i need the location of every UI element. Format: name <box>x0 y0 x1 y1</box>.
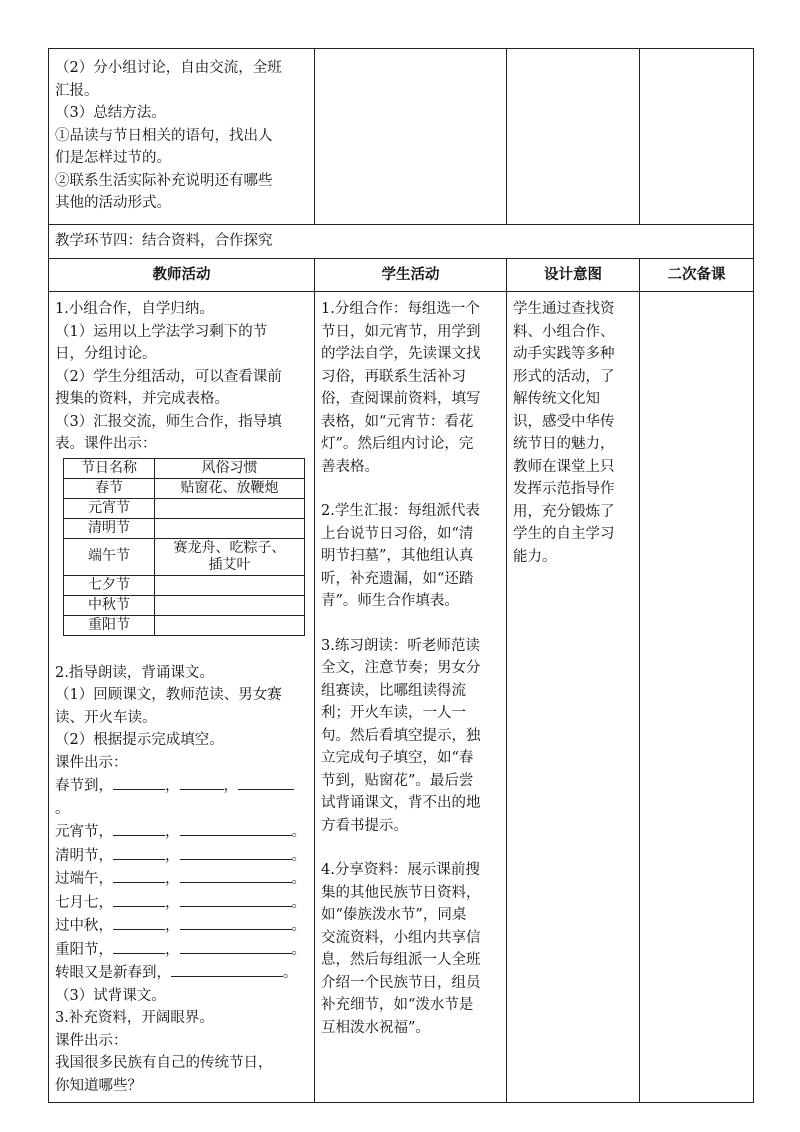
answer-blank[interactable] <box>180 891 292 907</box>
header-student: 学生活动 <box>315 258 507 292</box>
blank-prompt: 过端午， <box>55 871 113 887</box>
text-line: 能力。 <box>513 548 557 565</box>
blank-period: 。 <box>291 894 306 911</box>
text-line: 如“傣族泼水节”，同桌 <box>321 907 467 923</box>
blank-period: 。 <box>283 965 298 981</box>
continued-teacher-cell <box>49 49 315 225</box>
header-notes: 二次备课 <box>640 258 754 292</box>
teacher-intro <box>55 298 308 456</box>
text-line: 句。然后看填空提示，独 <box>321 727 481 744</box>
section-row <box>49 225 754 259</box>
lesson-plan-table <box>48 48 754 1103</box>
text-line: 料、小组合作、 <box>513 323 615 340</box>
festival-custom: 贴窗花、放鞭炮 <box>155 478 305 498</box>
text-line: 1.分组合作：每组选一个 <box>321 301 480 317</box>
text-line: 介绍一个民族节日，组员 <box>321 974 481 991</box>
text-line: 善表格。 <box>321 458 379 475</box>
festival-name: 中秋节 <box>64 595 155 615</box>
text-line: 表。课件出示： <box>55 436 157 452</box>
continued-teacher-text <box>55 57 308 215</box>
text-line: （2）根据提示完成填空。 <box>55 732 224 748</box>
text-line: 日，分组讨论。 <box>55 346 157 362</box>
text-line: 全文，注意节奏；男女分 <box>321 660 481 676</box>
answer-blank[interactable] <box>113 914 165 930</box>
text-line: 立完成句子填空，如“春 <box>321 750 474 766</box>
text-line: ②联系生活实际补充说明还有哪些 <box>55 172 273 189</box>
blank-prompt: 清明节， <box>55 847 113 864</box>
fill-blank-exercise <box>55 774 308 985</box>
answer-blank[interactable] <box>180 844 292 860</box>
festival-custom <box>155 575 305 595</box>
answer-blank[interactable] <box>113 938 165 954</box>
answer-blank[interactable] <box>113 867 165 883</box>
content-row <box>49 292 754 1103</box>
text-line: 2.指导朗读，背诵课文。 <box>55 664 214 681</box>
text-line: 节到，贴窗花”。最后尝 <box>321 772 474 789</box>
text-line: 利；开火车读，一人一 <box>321 705 466 721</box>
festival-row <box>64 478 305 498</box>
text-line: 俗，查阅课前资料，填写 <box>321 391 481 407</box>
text-line: 读、开火车读。 <box>55 709 157 726</box>
fill-blank-line <box>55 938 308 962</box>
continued-notes-cell <box>640 49 754 225</box>
festival-row <box>64 538 305 575</box>
student-step <box>321 635 500 838</box>
fill-blank-line <box>55 961 308 985</box>
text-line: 你知道哪些？ <box>55 1077 142 1094</box>
text-line: 们是怎样过节的。 <box>55 150 171 166</box>
text-line: 上台说节日习俗，如“清 <box>321 525 474 542</box>
festival-custom <box>155 518 305 538</box>
text-line: 识，感受中华传 <box>513 413 615 430</box>
text-line: （2）学生分组活动，可以查看课前 <box>55 368 282 385</box>
text-line: 4.分享资料：展示课前搜 <box>321 862 480 878</box>
answer-blank[interactable] <box>180 938 292 954</box>
text-line: 节日，如元宵节，用学到 <box>321 323 481 340</box>
design-intent-cell <box>507 292 640 1103</box>
text-line: 课件出示： <box>55 754 128 771</box>
answer-blank[interactable] <box>171 961 283 977</box>
text-line: 学生通过查找资 <box>513 301 615 317</box>
festival-table-header <box>64 458 305 478</box>
blank-separator: ， <box>165 847 180 864</box>
blank-separator: ， <box>165 941 180 958</box>
student-step <box>321 859 500 1039</box>
design-intent-text <box>513 298 633 568</box>
text-line: 1.小组合作，自学归纳。 <box>55 301 214 317</box>
blank-period: 。 <box>291 847 306 864</box>
text-line: 的学法自学，先读课文找 <box>321 346 481 362</box>
header-row <box>49 258 754 292</box>
blank-prompt: 重阳节， <box>55 941 113 958</box>
text-line: （3）汇报交流，师生合作，指导填 <box>55 413 282 430</box>
fill-blank-line <box>55 844 308 868</box>
text-line: 我国很多民族有自己的传统节日， <box>55 1055 273 1071</box>
fill-blank-line <box>55 914 308 938</box>
header-design: 设计意图 <box>507 258 640 292</box>
teacher-activity-cell <box>49 292 315 1103</box>
custom-header: 风俗习惯 <box>155 458 305 478</box>
text-line: （1）运用以上学法学习剩下的节 <box>55 323 268 340</box>
text-line: 形式的活动，了 <box>513 368 615 385</box>
fill-blank-line <box>55 867 308 891</box>
text-line: （3）总结方法。 <box>55 105 166 121</box>
answer-blank[interactable] <box>180 914 292 930</box>
text-line: 学生的自主学习 <box>513 526 615 542</box>
blank-period: 。 <box>291 824 306 840</box>
blank-period: 。 <box>291 918 306 934</box>
blank-prompt: 七月七， <box>55 894 113 911</box>
answer-blank[interactable] <box>180 820 292 836</box>
festival-name: 春节 <box>64 478 155 498</box>
festival-name: 元宵节 <box>64 498 155 518</box>
blank-separator: ， <box>165 824 180 840</box>
festival-row <box>64 615 305 635</box>
student-activity-text <box>321 298 500 1039</box>
second-prep-cell <box>640 292 754 1103</box>
blank-separator: ， <box>165 894 180 911</box>
text-line: 解传统文化知 <box>513 391 600 407</box>
blank-prompt: 元宵节， <box>55 824 113 840</box>
continued-student-cell <box>315 49 507 225</box>
answer-blank[interactable] <box>238 774 294 790</box>
text-line: （3）试背课文。 <box>55 987 166 1004</box>
text-line: 交流资料，小组内共享信 <box>321 929 481 946</box>
text-line: 搜集的资料，并完成表格。 <box>55 391 229 407</box>
festival-custom <box>155 595 305 615</box>
festival-row <box>64 498 305 518</box>
fill-blank-line <box>55 774 308 820</box>
blank-prompt: 过中秋， <box>55 918 113 934</box>
blank-prompt: 转眼又是新春到， <box>55 965 171 981</box>
blank-prompt: 春节到， <box>55 778 113 794</box>
festival-name: 七夕节 <box>64 575 155 595</box>
text-line: 3.练习朗读：听老师范读 <box>321 637 480 654</box>
festival-table <box>63 458 305 636</box>
festival-name: 清明节 <box>64 518 155 538</box>
text-line: 试背诵课文，背不出的地 <box>321 795 481 811</box>
text-line: 明节扫墓”，其他组认真 <box>321 548 474 564</box>
fill-blank-line <box>55 891 308 915</box>
festival-name: 重阳节 <box>64 615 155 635</box>
student-step <box>321 500 500 613</box>
answer-blank[interactable] <box>180 774 224 790</box>
text-line: 补充细节，如“泼水节是 <box>321 997 474 1013</box>
blank-separator: ， <box>165 918 180 934</box>
answer-blank[interactable] <box>113 844 165 860</box>
text-line: 组赛读，比哪组读得流 <box>321 682 466 699</box>
text-line: 统节日的魅力， <box>513 436 615 452</box>
festival-custom <box>155 615 305 635</box>
festival-name-header: 节日名称 <box>64 458 155 478</box>
answer-blank[interactable] <box>113 820 165 836</box>
text-line: 灯”。然后组内讨论，完 <box>321 436 474 452</box>
blank-period: 。 <box>291 941 306 958</box>
text-line: 互相泼水祝福”。 <box>321 1019 430 1036</box>
text-line: 方看书提示。 <box>321 817 408 834</box>
text-line: 听，补充遗漏，如“还踏 <box>321 570 474 587</box>
text-line: 表格，如“元宵节：看花 <box>321 413 474 430</box>
text-line: 息，然后每组派一人全班 <box>321 952 481 968</box>
festival-row <box>64 595 305 615</box>
text-line: ①品读与节日相关的语句，找出人 <box>55 127 273 144</box>
festival-row <box>64 575 305 595</box>
festival-row <box>64 518 305 538</box>
continued-row <box>49 49 754 225</box>
blank-separator: ， <box>223 778 238 794</box>
section-title: 教学环节四：结合资料，合作探究 <box>49 225 754 259</box>
blank-period: 。 <box>55 800 70 817</box>
text-line: 2.学生汇报：每组派代表 <box>321 503 480 519</box>
text-line: 动手实践等多种 <box>513 346 615 362</box>
text-line: 青”。师生合作填表。 <box>321 593 459 609</box>
text-line: 发挥示范指导作 <box>513 481 615 497</box>
festival-custom <box>155 498 305 518</box>
text-line: （2）分小组讨论，自由交流，全班 <box>55 60 282 76</box>
student-step <box>321 298 500 478</box>
text-line: 用，充分锻炼了 <box>513 503 615 520</box>
lesson-plan-page <box>48 48 753 1103</box>
text-line: 其他的活动形式。 <box>55 195 171 211</box>
text-line: （1）回顾课文，教师范读、男女赛 <box>55 687 282 703</box>
answer-blank[interactable] <box>180 867 292 883</box>
header-teacher: 教师活动 <box>49 258 315 292</box>
text-line: 汇报。 <box>55 82 99 99</box>
festival-name: 端午节 <box>64 538 155 575</box>
student-activity-cell <box>315 292 507 1103</box>
answer-blank[interactable] <box>113 774 165 790</box>
blank-separator: ， <box>165 871 180 887</box>
text-line: 习俗，再联系生活补习 <box>321 368 466 385</box>
blank-separator: ， <box>165 778 180 794</box>
teacher-reading <box>55 662 308 775</box>
continued-design-cell <box>507 49 640 225</box>
teacher-closing <box>55 985 308 1098</box>
text-line: 课件出示： <box>55 1032 128 1049</box>
text-line: 教师在课堂上只 <box>513 458 615 475</box>
blank-period: 。 <box>291 871 306 887</box>
fill-blank-line <box>55 820 308 844</box>
text-line: 3.补充资料，开阔眼界。 <box>55 1010 214 1026</box>
festival-custom: 赛龙舟、吃粽子、 插艾叶 <box>155 538 305 575</box>
text-line: 集的其他民族节日资料， <box>321 884 481 901</box>
answer-blank[interactable] <box>113 891 165 907</box>
